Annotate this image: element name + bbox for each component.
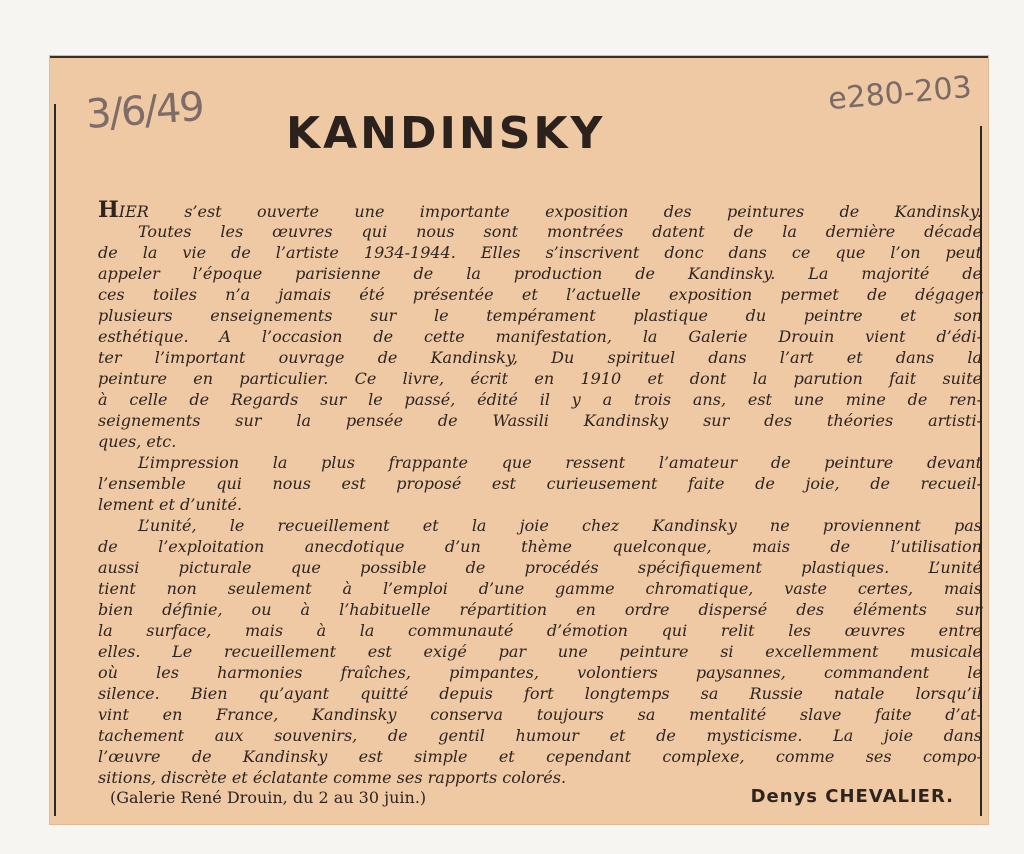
article-line: l’œuvre de Kandinsky est simple et cependant complexe, comme ses compo- bbox=[98, 747, 982, 766]
article-line: seignements sur la pensée de Wassili Kandinsky sur des théories artisti- bbox=[98, 411, 982, 430]
article-line: où les harmonies fraîches, pimpantes, volontiers paysannes, commandent le bbox=[98, 663, 982, 682]
article-line: Toutes les œuvres qui nous sont montrées datent de la dernière décade bbox=[138, 222, 982, 241]
article-line: silence. Bien qu’ayant quitté depuis fort longtemps sa Russie natale lorsqu’il bbox=[98, 684, 982, 703]
article-line: elles. Le recueillement est exigé par une peinture si excellemment musicale bbox=[98, 642, 982, 661]
article-line: ces toiles n’a jamais été présentée et l’actuelle exposition permet de dégager bbox=[98, 285, 982, 304]
article-line: lement et d’unité. bbox=[98, 495, 243, 514]
article-first-line bbox=[98, 197, 982, 223]
drop-cap: H bbox=[98, 197, 119, 223]
article-line: bien définie, ou à l’habituelle répartition en ordre dispersé des éléments sur bbox=[98, 600, 982, 619]
article-line: esthétique. A l’occasion de cette manifestation, la Galerie Drouin vient d’édi- bbox=[98, 327, 982, 346]
article-line: appeler l’époque parisienne de la production de Kandinsky. La majorité de bbox=[98, 264, 982, 283]
author-byline: Denys CHEVALIER. bbox=[750, 786, 954, 807]
article-line: aussi picturale que possible de procédés spécifiquement plastiques. L’unité bbox=[98, 558, 982, 577]
article-line: ques, etc. bbox=[98, 432, 177, 451]
article-line: peinture en particulier. Ce livre, écrit en 1910 et dont la parution fait suite bbox=[98, 369, 982, 388]
article-line: de l’exploitation anecdotique d’un thème quelconque, mais de l’utilisation bbox=[98, 537, 982, 556]
headline: KANDINSKY bbox=[286, 108, 606, 159]
article-line: plusieurs enseignements sur le tempérament plastique du peintre et son bbox=[98, 306, 982, 325]
first-line-text: IER s’est ouverte une importante exposition des peintures de Kandinsky. bbox=[118, 202, 982, 221]
article-line: l’ensemble qui nous est proposé est curieusement faite de joie, de recueil- bbox=[98, 474, 982, 493]
article-line: la surface, mais à la communauté d’émotion qui relit les œuvres entre bbox=[98, 621, 982, 640]
article-line: ter l’important ouvrage de Kandinsky, Du spirituel dans l’art et dans la bbox=[98, 348, 982, 367]
clipping-top-edge bbox=[50, 56, 988, 58]
article-line: de la vie de l’artiste 1934-1944. Elles s’inscrivent donc dans ce que l’on peut bbox=[98, 243, 982, 262]
venue-note: (Galerie René Drouin, du 2 au 30 juin.) bbox=[110, 788, 427, 807]
article-line: sitions, discrète et éclatante comme ses rapports colorés. bbox=[98, 768, 567, 787]
article-line: à celle de Regards sur le passé, édité il y a trois ans, est une mine de ren- bbox=[98, 390, 982, 409]
article-line: tachement aux souvenirs, de gentil humour et de mysticisme. La joie dans bbox=[98, 726, 982, 745]
article-body bbox=[98, 197, 982, 788]
article-line: L’impression la plus frappante que ressent l’amateur de peinture devant bbox=[138, 453, 982, 472]
article-line: vint en France, Kandinsky conserva toujours sa mentalité slave faite d’at- bbox=[98, 705, 982, 724]
handwritten-date: 3/6/49 bbox=[84, 83, 205, 139]
article-line: tient non seulement à l’emploi d’une gamme chromatique, vaste certes, mais bbox=[98, 579, 982, 598]
article-line: L’unité, le recueillement et la joie chez Kandinsky ne proviennent pas bbox=[138, 516, 982, 535]
newspaper-clipping bbox=[50, 56, 988, 824]
column-rule-left bbox=[54, 104, 56, 816]
handwritten-reference: e280-203 bbox=[826, 69, 974, 118]
